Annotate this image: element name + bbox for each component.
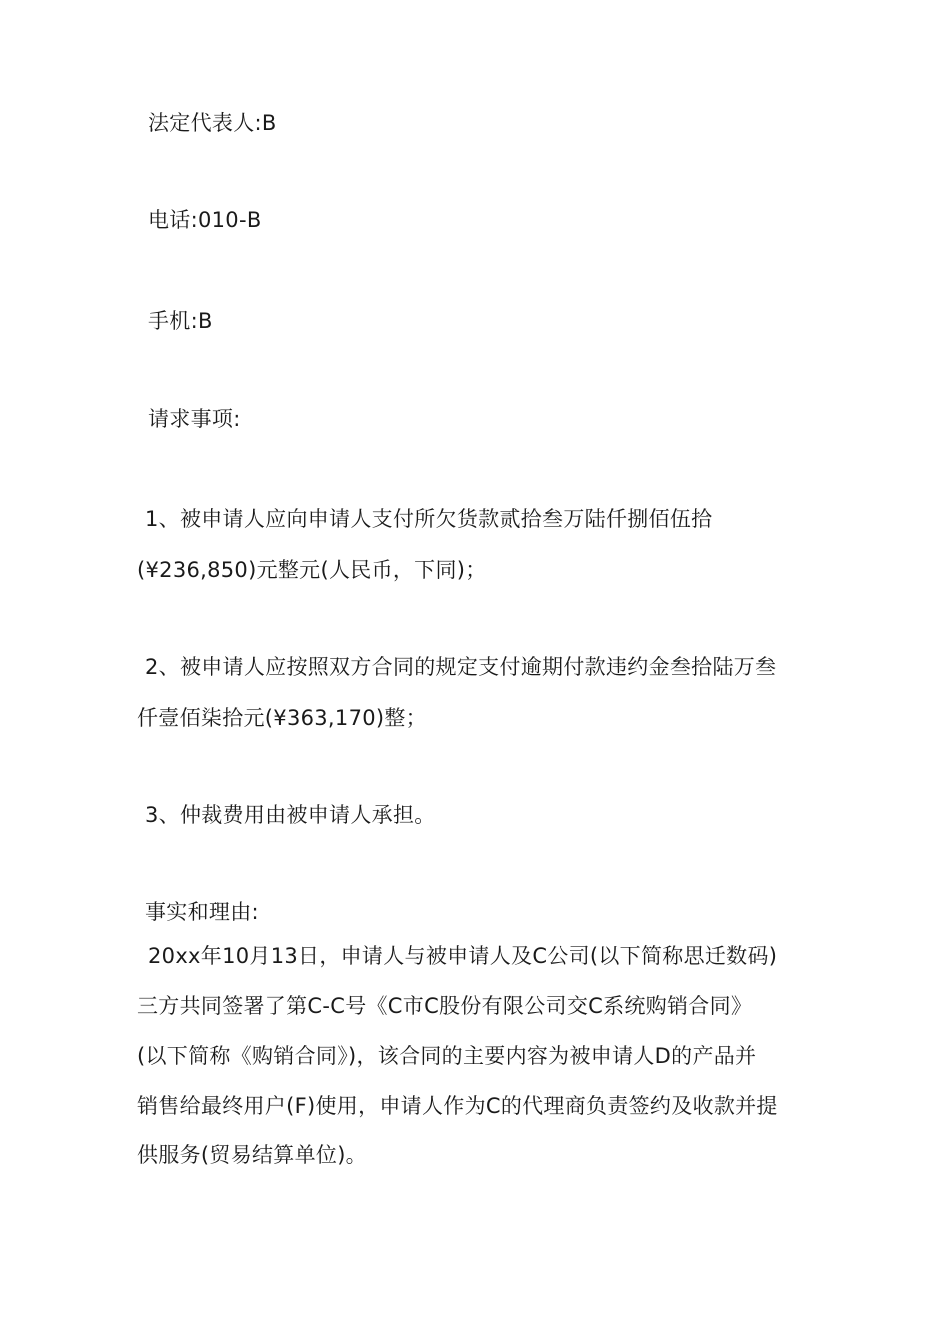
request-item-3-line-1: 3、仲裁费用由被申请人承担。: [145, 803, 436, 827]
facts-line-4: 销售给最终用户(F)使用，申请人作为C的代理商负责签约及收款并提: [137, 1094, 778, 1118]
request-item-2-line-1: 2、被申请人应按照双方合同的规定支付逾期付款违约金叁拾陆万叁: [145, 655, 777, 679]
request-heading: 请求事项:: [148, 407, 241, 431]
phone-line: 电话:010-B: [148, 208, 262, 232]
facts-line-2: 三方共同签署了第C-C号《C市C股份有限公司交C系统购销合同》: [137, 994, 753, 1018]
mobile-line: 手机:B: [148, 309, 213, 333]
facts-line-3: (以下简称《购销合同》)，该合同的主要内容为被申请人D的产品并: [137, 1044, 757, 1068]
facts-heading: 事实和理由:: [145, 900, 259, 924]
request-item-1-line-2: (¥236,850)元整元(人民币，下同)；: [137, 558, 487, 582]
legal-representative-line: 法定代表人:B: [148, 111, 277, 135]
facts-line-1: 20xx年10月13日，申请人与被申请人及C公司(以下简称思迁数码): [148, 944, 778, 968]
request-item-1-line-1: 1、被申请人应向申请人支付所欠货款贰拾叁万陆仟捌佰伍拾: [145, 507, 713, 531]
request-item-2-line-2: 仟壹佰柒拾元(¥363,170)整；: [137, 706, 427, 730]
facts-line-5: 供服务(贸易结算单位)。: [137, 1143, 367, 1167]
